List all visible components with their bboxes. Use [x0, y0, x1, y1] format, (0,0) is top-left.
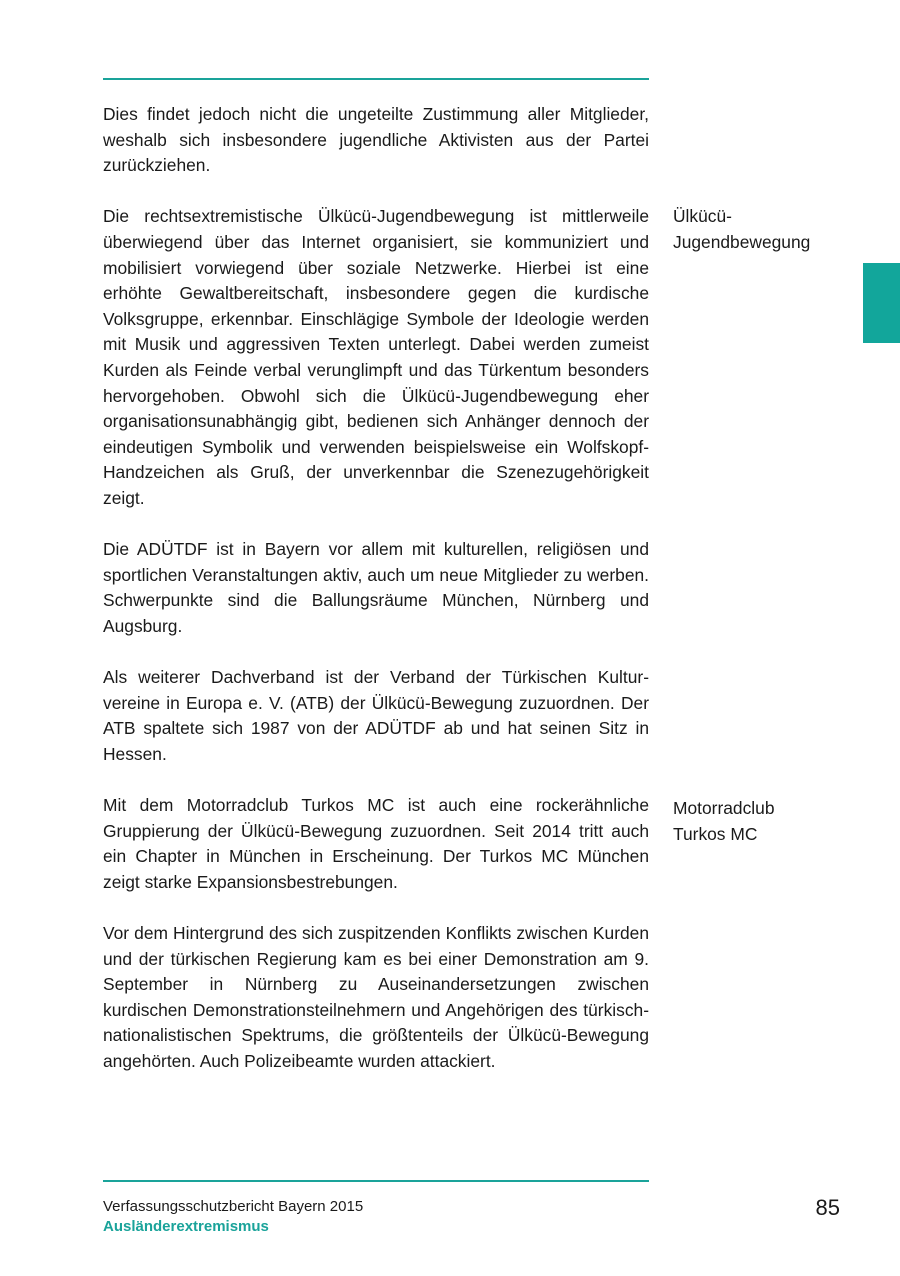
bottom-divider	[103, 1180, 649, 1182]
paragraph-6: Vor dem Hintergrund des sich zuspitzenden Konflikts zwischen Kurden und der türkischen Regierung kam es bei einer Demonstration am 9. September in Nürnberg zu Auseinandersetzungen zwischen kurdischen Demonstrationsteilnehmern und Angehörigen des türkisch-nationalistischen Spektrums, die größtenteils der Ülkücü-Bewegung angehörten. Auch Polizeibeamte wurden attackiert.	[103, 923, 649, 1071]
footer-section-title: Ausländerextremismus	[103, 1218, 269, 1235]
paragraph-5: Mit dem Motorradclub Turkos MC ist auch eine rockerähnliche Gruppierung der Ülkücü-Bewegung zuzuordnen. Seit 2014 tritt auch ein Chapter in München in Erscheinung. Der Turkos MC München zeigt starke Expansionsbestrebungen.	[103, 795, 649, 892]
footer-publication-title: Verfassungsschutzbericht Bayern 2015	[103, 1198, 364, 1215]
page-number: 85	[815, 1195, 840, 1220]
paragraph-2: Die rechtsextremistische Ülkücü-Jugendbewegung ist mittlerweile überwiegend über das Internet organisiert, sie kommuniziert und mobilisiert vorwiegend über soziale Netzwerke. Hierbei ist eine erhöhte Gewaltbereitschaft, insbesondere gegen die kurdische Volksgruppe, erkennbar. Einschlägige Symbole der Ideologie werden mit Musik und aggressiven Texten unterlegt. Dabei werden zumeist Kurden als Feinde verbal verunglimpft und das Türkentum besonders hervorgehoben. Obwohl sich die Ülkücü-Jugendbewegung eher organisationsunabhängig gibt, bedienen sich Anhänger dennoch der eindeutigen Symbolik und verwenden beispielsweise ein Wolfskopf-Handzeichen als Gruß, der unverkennbar die Szenezugehörigkeit zeigt.	[103, 206, 649, 508]
paragraph-3: Die ADÜTDF ist in Bayern vor allem mit kulturellen, religiösen und sportlichen Veranstaltungen aktiv, auch um neue Mitglieder zu werben. Schwerpunkte sind die Ballungsräume München, Nürnberg und Augsburg.	[103, 539, 649, 636]
top-divider	[103, 78, 649, 80]
paragraph-4: Als weiterer Dachverband ist der Verband der Türkischen Kulturvereine in Europa e. V. (ATB) der Ülkücü-Bewegung zuzuordnen. Der ATB spaltete sich 1987 von der ADÜTDF ab und hat seinen Sitz in Hessen.	[103, 667, 649, 764]
margin-note-uelkuecue-jugendbewegung: Ülkücü- Jugendbewegung	[673, 206, 811, 252]
margin-note-motorradclub: Motorradclub Turkos MC	[673, 798, 775, 844]
body-text	[103, 102, 649, 1075]
chapter-tab-marker	[863, 263, 900, 343]
paragraph-1: Dies findet jedoch nicht die ungeteilte Zustimmung aller Mitglieder, weshalb sich insbesondere jugendliche Aktivisten aus der Partei zurückziehen.	[103, 104, 649, 176]
